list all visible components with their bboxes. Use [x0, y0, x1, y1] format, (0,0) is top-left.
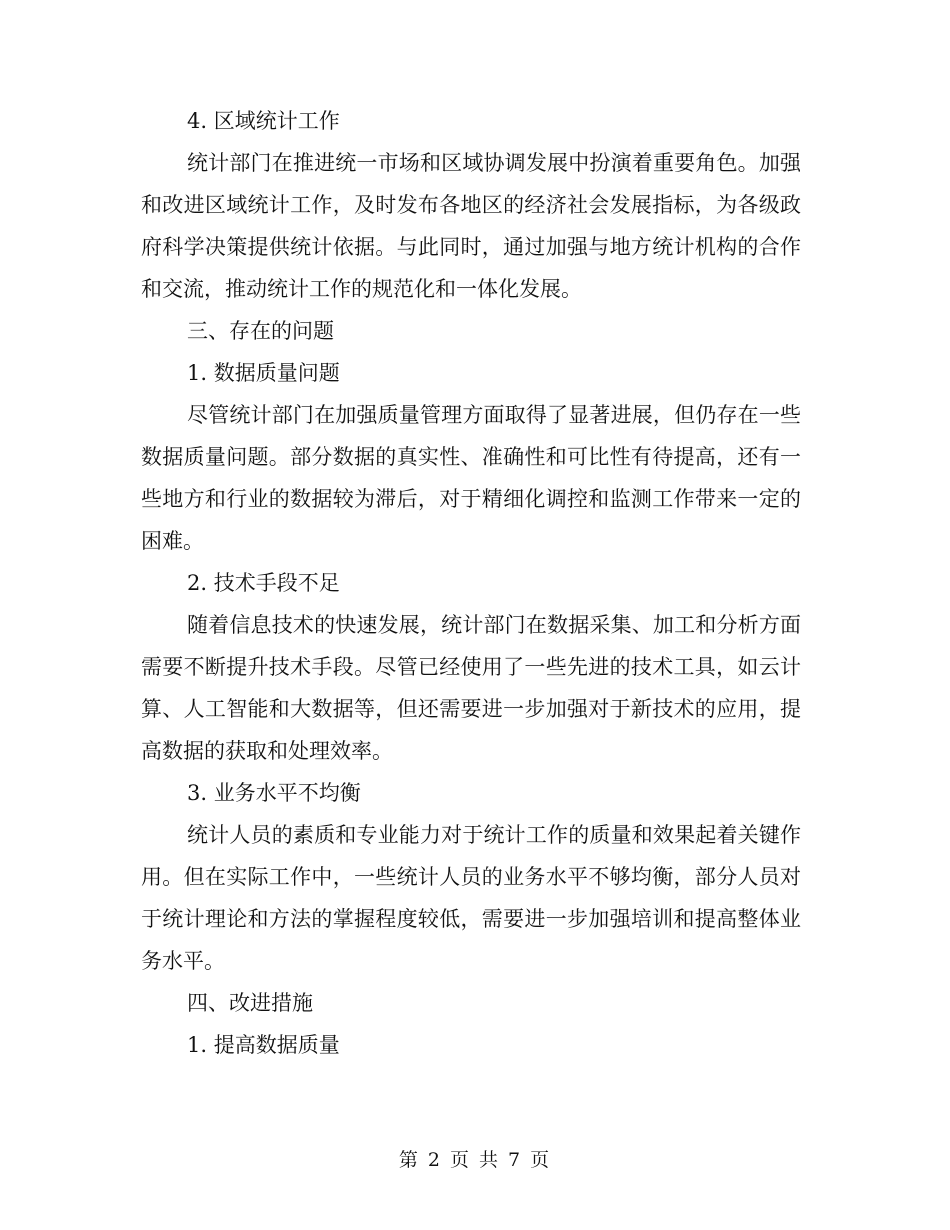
paragraph-data-quality-issues: 尽管统计部门在加强质量管理方面取得了显著进展，但仍存在一些数据质量问题。部分数据的真实性、准确性和可比性有待提高，还有一些地方和行业的数据较为滞后，对于精细化调控和监测工作带来一定的困难。: [141, 403, 801, 553]
document-body: [141, 100, 801, 1066]
section-heading-improvement-measures: 四、改进措施: [187, 991, 313, 1015]
section-heading-regional-statistics: 4. 区域统计工作: [187, 109, 340, 133]
paragraph-uneven-business-level: 统计人员的素质和专业能力对于统计工作的质量和效果起着关键作用。但在实际工作中，一些统计人员的业务水平不够均衡，部分人员对于统计理论和方法的掌握程度较低，需要进一步加强培训和提高整体业务水平。: [141, 823, 801, 973]
subheading-improve-data-quality: 1. 提高数据质量: [187, 1033, 340, 1057]
subheading-uneven-business-level: 3. 业务水平不均衡: [187, 781, 361, 805]
subheading-insufficient-technology: 2. 技术手段不足: [187, 571, 340, 595]
section-heading-existing-problems: 三、存在的问题: [187, 319, 334, 343]
paragraph-insufficient-technology: 随着信息技术的快速发展，统计部门在数据采集、加工和分析方面需要不断提升技术手段。尽管已经使用了一些先进的技术工具，如云计算、人工智能和大数据等，但还需要进一步加强对于新技术的应用，提高数据的获取和处理效率。: [141, 613, 801, 763]
page-number-footer: 第 2 页 共 7 页: [398, 1149, 552, 1171]
paragraph-regional-statistics: 统计部门在推进统一市场和区域协调发展中扮演着重要角色。加强和改进区域统计工作，及时发布各地区的经济社会发展指标，为各级政府科学决策提供统计依据。与此同时，通过加强与地方统计机构的合作和交流，推动统计工作的规范化和一体化发展。: [141, 151, 801, 301]
subheading-data-quality-issues: 1. 数据质量问题: [187, 361, 340, 385]
